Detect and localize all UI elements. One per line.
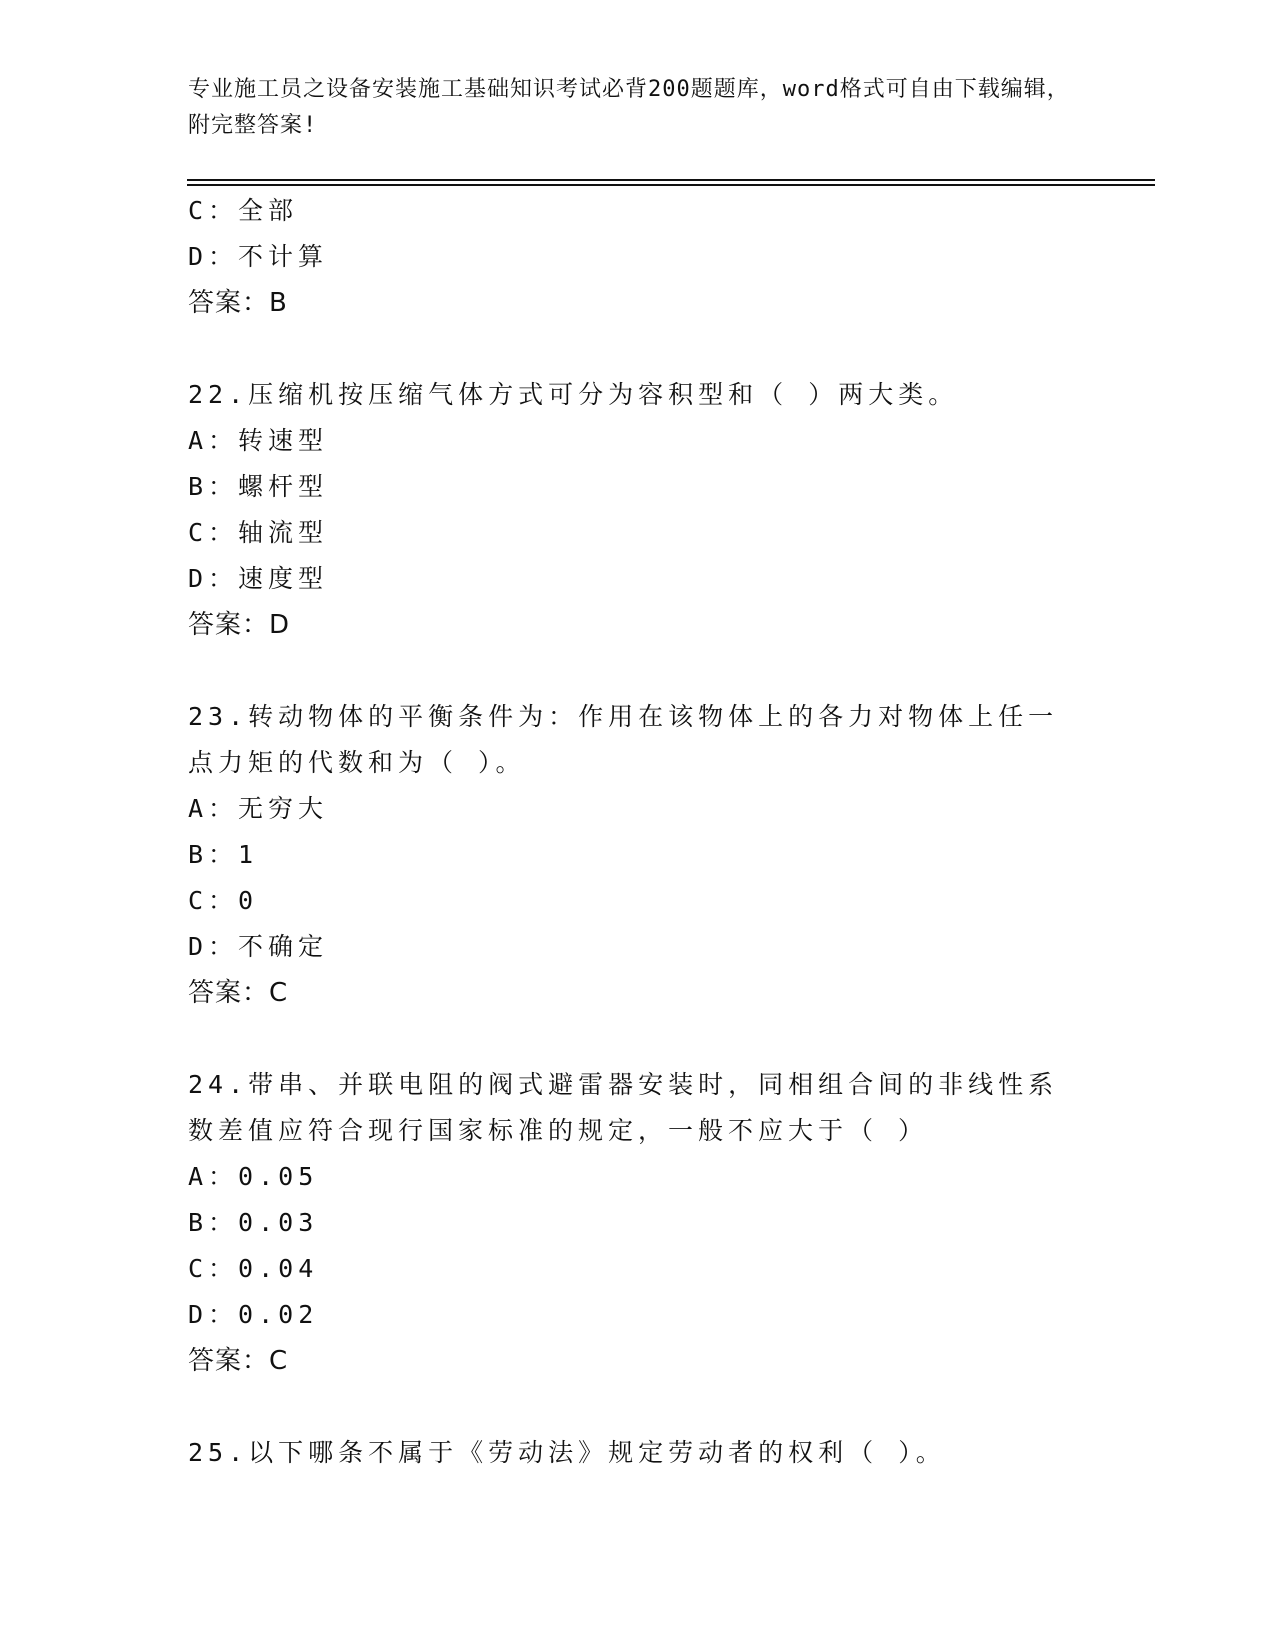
spacer — [188, 326, 1088, 372]
spacer — [188, 648, 1088, 694]
option-b: B：1 — [188, 840, 259, 869]
option-d: D：不确定 — [188, 932, 329, 961]
question-block-23 — [188, 694, 1088, 1016]
document-header: 专业施工员之设备安装施工基础知识考试必背200题题库，word格式可自由下载编辑，附完整答案! — [188, 77, 1070, 138]
option-c: C：全部 — [188, 196, 299, 225]
answer-line: 答案：B — [188, 288, 288, 318]
option-a: A：0.05 — [188, 1162, 319, 1191]
question-text: 23.转动物体的平衡条件为：作用在该物体上的各力对物体上任一点力矩的代数和为（ ）。 — [188, 702, 1059, 777]
option-c: C：轴流型 — [188, 518, 329, 547]
question-block-21 — [188, 188, 1088, 326]
header-rule-top — [187, 179, 1155, 181]
header-rule-bottom — [187, 184, 1155, 186]
option-c: C：0.04 — [188, 1254, 319, 1283]
option-d: D：0.02 — [188, 1300, 319, 1329]
option-c: C：0 — [188, 886, 259, 915]
question-text: 25.以下哪条不属于《劳动法》规定劳动者的权利（ ）。 — [188, 1438, 946, 1467]
spacer — [188, 1016, 1088, 1062]
spacer — [188, 1384, 1088, 1430]
answer-line: 答案：D — [188, 610, 291, 640]
question-block-25 — [188, 1430, 1088, 1476]
option-a: A：转速型 — [188, 426, 329, 455]
question-block-22 — [188, 372, 1088, 648]
option-b: B：螺杆型 — [188, 472, 329, 501]
answer-line: 答案：C — [188, 1346, 289, 1376]
document-body — [188, 188, 1088, 1476]
option-d: D：不计算 — [188, 242, 329, 271]
question-text: 22.压缩机按压缩气体方式可分为容积型和（ ）两大类。 — [188, 380, 959, 409]
question-text: 24.带串、并联电阻的阀式避雷器安装时，同相组合间的非线性系数差值应符合现行国家标准的规定，一般不应大于（ ） — [188, 1070, 1059, 1145]
question-block-24 — [188, 1062, 1088, 1384]
answer-line: 答案：C — [188, 978, 289, 1008]
option-d: D：速度型 — [188, 564, 329, 593]
option-a: A：无穷大 — [188, 794, 329, 823]
option-b: B：0.03 — [188, 1208, 319, 1237]
